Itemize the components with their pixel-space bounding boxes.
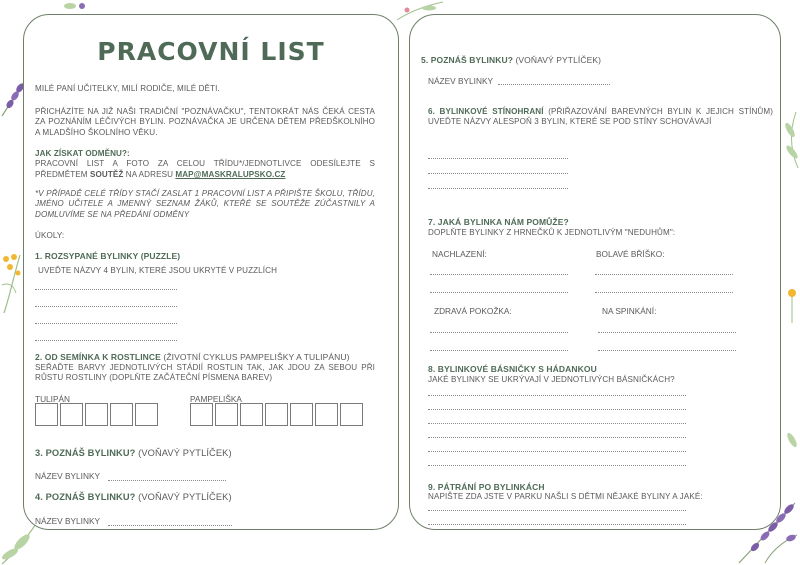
task3-name-label: NÁZEV BYLINKY — [35, 471, 101, 481]
task6-section — [428, 107, 773, 128]
dandelion-box[interactable] — [215, 403, 238, 426]
task5-sub: (VOŇAVÝ PYTLÍČEK) — [515, 55, 602, 65]
task3-title: 3. POZNÁŠ BYLINKU? — [35, 448, 136, 458]
task5-heading — [421, 55, 601, 66]
leaf-sprig-icon — [778, 110, 800, 170]
ailment-skin: ZDRAVÁ POKOŽKA: — [434, 306, 512, 316]
page-title: PRACOVNÍ LIST — [97, 37, 325, 66]
belly-answer-line-2[interactable] — [595, 292, 733, 293]
task8-answer-line-6[interactable] — [428, 465, 686, 466]
reward-bold: SOUTĚŽ — [89, 169, 124, 179]
tulip-label: TULIPÁN — [35, 394, 71, 404]
tulip-box[interactable] — [85, 403, 108, 426]
task1-answer-line-2[interactable] — [35, 306, 177, 307]
task8-title: 8. BYLINKOVÉ BÁSNIČKY S HÁDANKOU — [428, 364, 597, 374]
leaf-sprig-icon — [0, 520, 40, 565]
task4-sub: (VOŇAVÝ PYTLÍČEK) — [138, 492, 232, 502]
skin-answer-line-1[interactable] — [430, 332, 568, 333]
reward-heading: JAK ZÍSKAT ODMĚNU?: — [35, 149, 130, 158]
leaf-sprig-icon — [60, 0, 90, 14]
task7-title: 7. JAKÁ BYLINKA NÁM POMŮŽE? — [428, 217, 569, 227]
task2-heading — [35, 352, 380, 363]
tasks-label: ÚKOLY: — [35, 231, 65, 240]
task1-heading — [35, 251, 180, 262]
task6-answer-line-2[interactable] — [428, 173, 568, 174]
task4-title: 4. POZNÁŠ BYLINKU? — [35, 492, 136, 502]
task3-sub: (VOŇAVÝ PYTLÍČEK) — [138, 448, 232, 458]
dandelion-box[interactable] — [315, 403, 338, 426]
leaf-sprig-icon — [780, 420, 800, 460]
greeting: MILÉ PANÍ UČITELKY, MILÍ RODIČE, MILÉ DĚTI. — [35, 84, 220, 93]
task2-sub: (ŽIVOTNÍ CYKLUS PAMPELIŠKY A TULIPÁNU) — [163, 352, 350, 362]
dandelion-box[interactable] — [190, 403, 213, 426]
tulip-boxes — [35, 403, 158, 426]
task8-answer-line-3[interactable] — [428, 423, 686, 424]
task1-answer-line-4[interactable] — [35, 340, 177, 341]
task6-title: 6. BYLINKOVÉ STÍNOHRANÍ — [428, 107, 544, 116]
task7-text: DOPLŇTE BYLINKY Z HRNEČKŮ K JEDNOTLIVÝM "NEDUHŮM": — [428, 228, 676, 237]
class-note: *V PŘÍPADĚ CELÉ TŘÍDY STAČÍ ZASLAT 1 PRACOVNÍ LIST A PŘIPIŠTE ŠKOLU, TŘÍDU, JMÉNO UČITELE A JMENNÝ SEZNAM ŽÁKŮ, KTEŘÉ SE SOUTĚŽE ZÚČASTNILY A DOMLUVÍME SE NA PŘEDÁNÍ ODMĚNY — [35, 189, 375, 219]
dandelion-box[interactable] — [265, 403, 288, 426]
task1-answer-line-1[interactable] — [35, 289, 177, 290]
dandelion-box[interactable] — [240, 403, 263, 426]
task9-heading — [428, 482, 545, 493]
task5-name-label: NÁZEV BYLINKY — [428, 76, 494, 86]
tulip-box[interactable] — [60, 403, 83, 426]
task3-heading — [35, 448, 232, 459]
task8-answer-line-2[interactable] — [428, 409, 686, 410]
email-link[interactable]: MAP@MASKRALUPSKO.CZ — [175, 169, 286, 179]
task1-answer-line-3[interactable] — [35, 323, 177, 324]
task9-text: NAPIŠTE ZDA JSTE V PARKU NAŠLI S DĚTMI NĚJAKÉ BYLINY A JAKÉ: — [428, 492, 703, 501]
task5-title: 5. POZNÁŠ BYLINKU? — [421, 55, 514, 65]
task2-title: 2. OD SEMÍNKA K ROSTLINCE — [35, 352, 161, 362]
dandelion-boxes — [190, 403, 363, 426]
task7-heading — [428, 217, 569, 228]
task4-answer-line[interactable] — [108, 525, 232, 526]
reward-text-2: NA ADRESU — [125, 169, 174, 179]
ailment-belly: BOLAVÉ BŘÍŠKO: — [596, 249, 665, 259]
task2-text: SEŘAĎTE BARVY JEDNOTLIVÝCH STÁDIÍ ROSTLIN TAK, JAK JDOU ZA SEBOU PŘI RŮSTU ROSTLINY (DOPLŇTE ZAČÁTEČNÍ PÍSMENA BAREV) — [35, 363, 375, 383]
reward-text-1: PRACOVNÍ LIST A FOTO ZA CELOU TŘÍDU*/JEDNOTLIVCE ODESÍLEJTE S PŘEDMĚTEM — [35, 159, 375, 179]
task1-title: 1. ROZSYPANÉ BYLINKY (PUZZLE) — [35, 251, 181, 261]
ailment-cold: NACHLAZENÍ: — [432, 249, 487, 259]
task9-title: 9. PÁTRÁNÍ PO BYLINKÁCH — [428, 482, 545, 492]
tulip-box[interactable] — [35, 403, 58, 426]
intro-text: PŘICHÁZÍTE NA JIŽ NAŠI TRADIČNÍ "POZNÁVAČKU", TENTOKRÁT NÁS ČEKÁ CESTA ZA POZNÁNÍM LÉČIVÝCH BYLIN. POZNÁVAČKA JE URČENA DĚTEM PŘEDŠKOLNÍHO A MLADŠÍHO ŠKOLNÍHO VĚKU. — [35, 107, 375, 137]
task4-heading — [35, 492, 232, 503]
task6-answer-line-1[interactable] — [428, 158, 568, 159]
sleep-answer-line-1[interactable] — [598, 332, 736, 333]
belly-answer-line-1[interactable] — [595, 274, 733, 275]
cold-answer-line-2[interactable] — [430, 292, 568, 293]
task1-text: UVEĎTE NÁZVY 4 BYLIN, KTERÉ JSOU UKRYTÉ V PUZZLÍCH — [38, 266, 278, 275]
task6-answer-line-3[interactable] — [428, 188, 568, 189]
task4-name-label: NÁZEV BYLINKY — [35, 516, 101, 526]
task8-heading — [428, 364, 597, 375]
reward-section — [35, 149, 375, 180]
yellow-flower-icon — [782, 285, 800, 325]
task6-text: (PŘIŘAZOVÁNÍ BAREVNÝCH BYLIN K JEJICH STÍNŮM) UVEĎTE NÁZVY ALESPOŇ 3 BYLIN, KTERÉ SE POD STÍNY SCHOVÁVAJÍ — [428, 107, 773, 127]
tulip-box[interactable] — [135, 403, 158, 426]
dandelion-label: PAMPELIŠKA — [190, 394, 242, 404]
task3-answer-line[interactable] — [108, 480, 226, 481]
task8-answer-line-5[interactable] — [428, 451, 686, 452]
ailment-sleep: NA SPINKÁNÍ: — [602, 306, 657, 316]
skin-answer-line-2[interactable] — [430, 350, 568, 351]
left-panel — [23, 14, 399, 530]
cold-answer-line-1[interactable] — [430, 274, 568, 275]
task8-answer-line-4[interactable] — [428, 437, 686, 438]
right-panel — [409, 14, 781, 530]
task9-answer-line-2[interactable] — [428, 524, 686, 525]
task5-answer-line[interactable] — [498, 84, 610, 85]
dandelion-box[interactable] — [340, 403, 363, 426]
dandelion-box[interactable] — [290, 403, 313, 426]
tulip-box[interactable] — [110, 403, 133, 426]
task8-answer-line-1[interactable] — [428, 395, 686, 396]
task8-text: JAKÉ BYLINKY SE UKRÝVAJÍ V JEDNOTLIVÝCH BÁSNIČKÁCH? — [428, 375, 675, 384]
sleep-answer-line-2[interactable] — [598, 350, 736, 351]
task9-answer-line-1[interactable] — [428, 510, 686, 511]
